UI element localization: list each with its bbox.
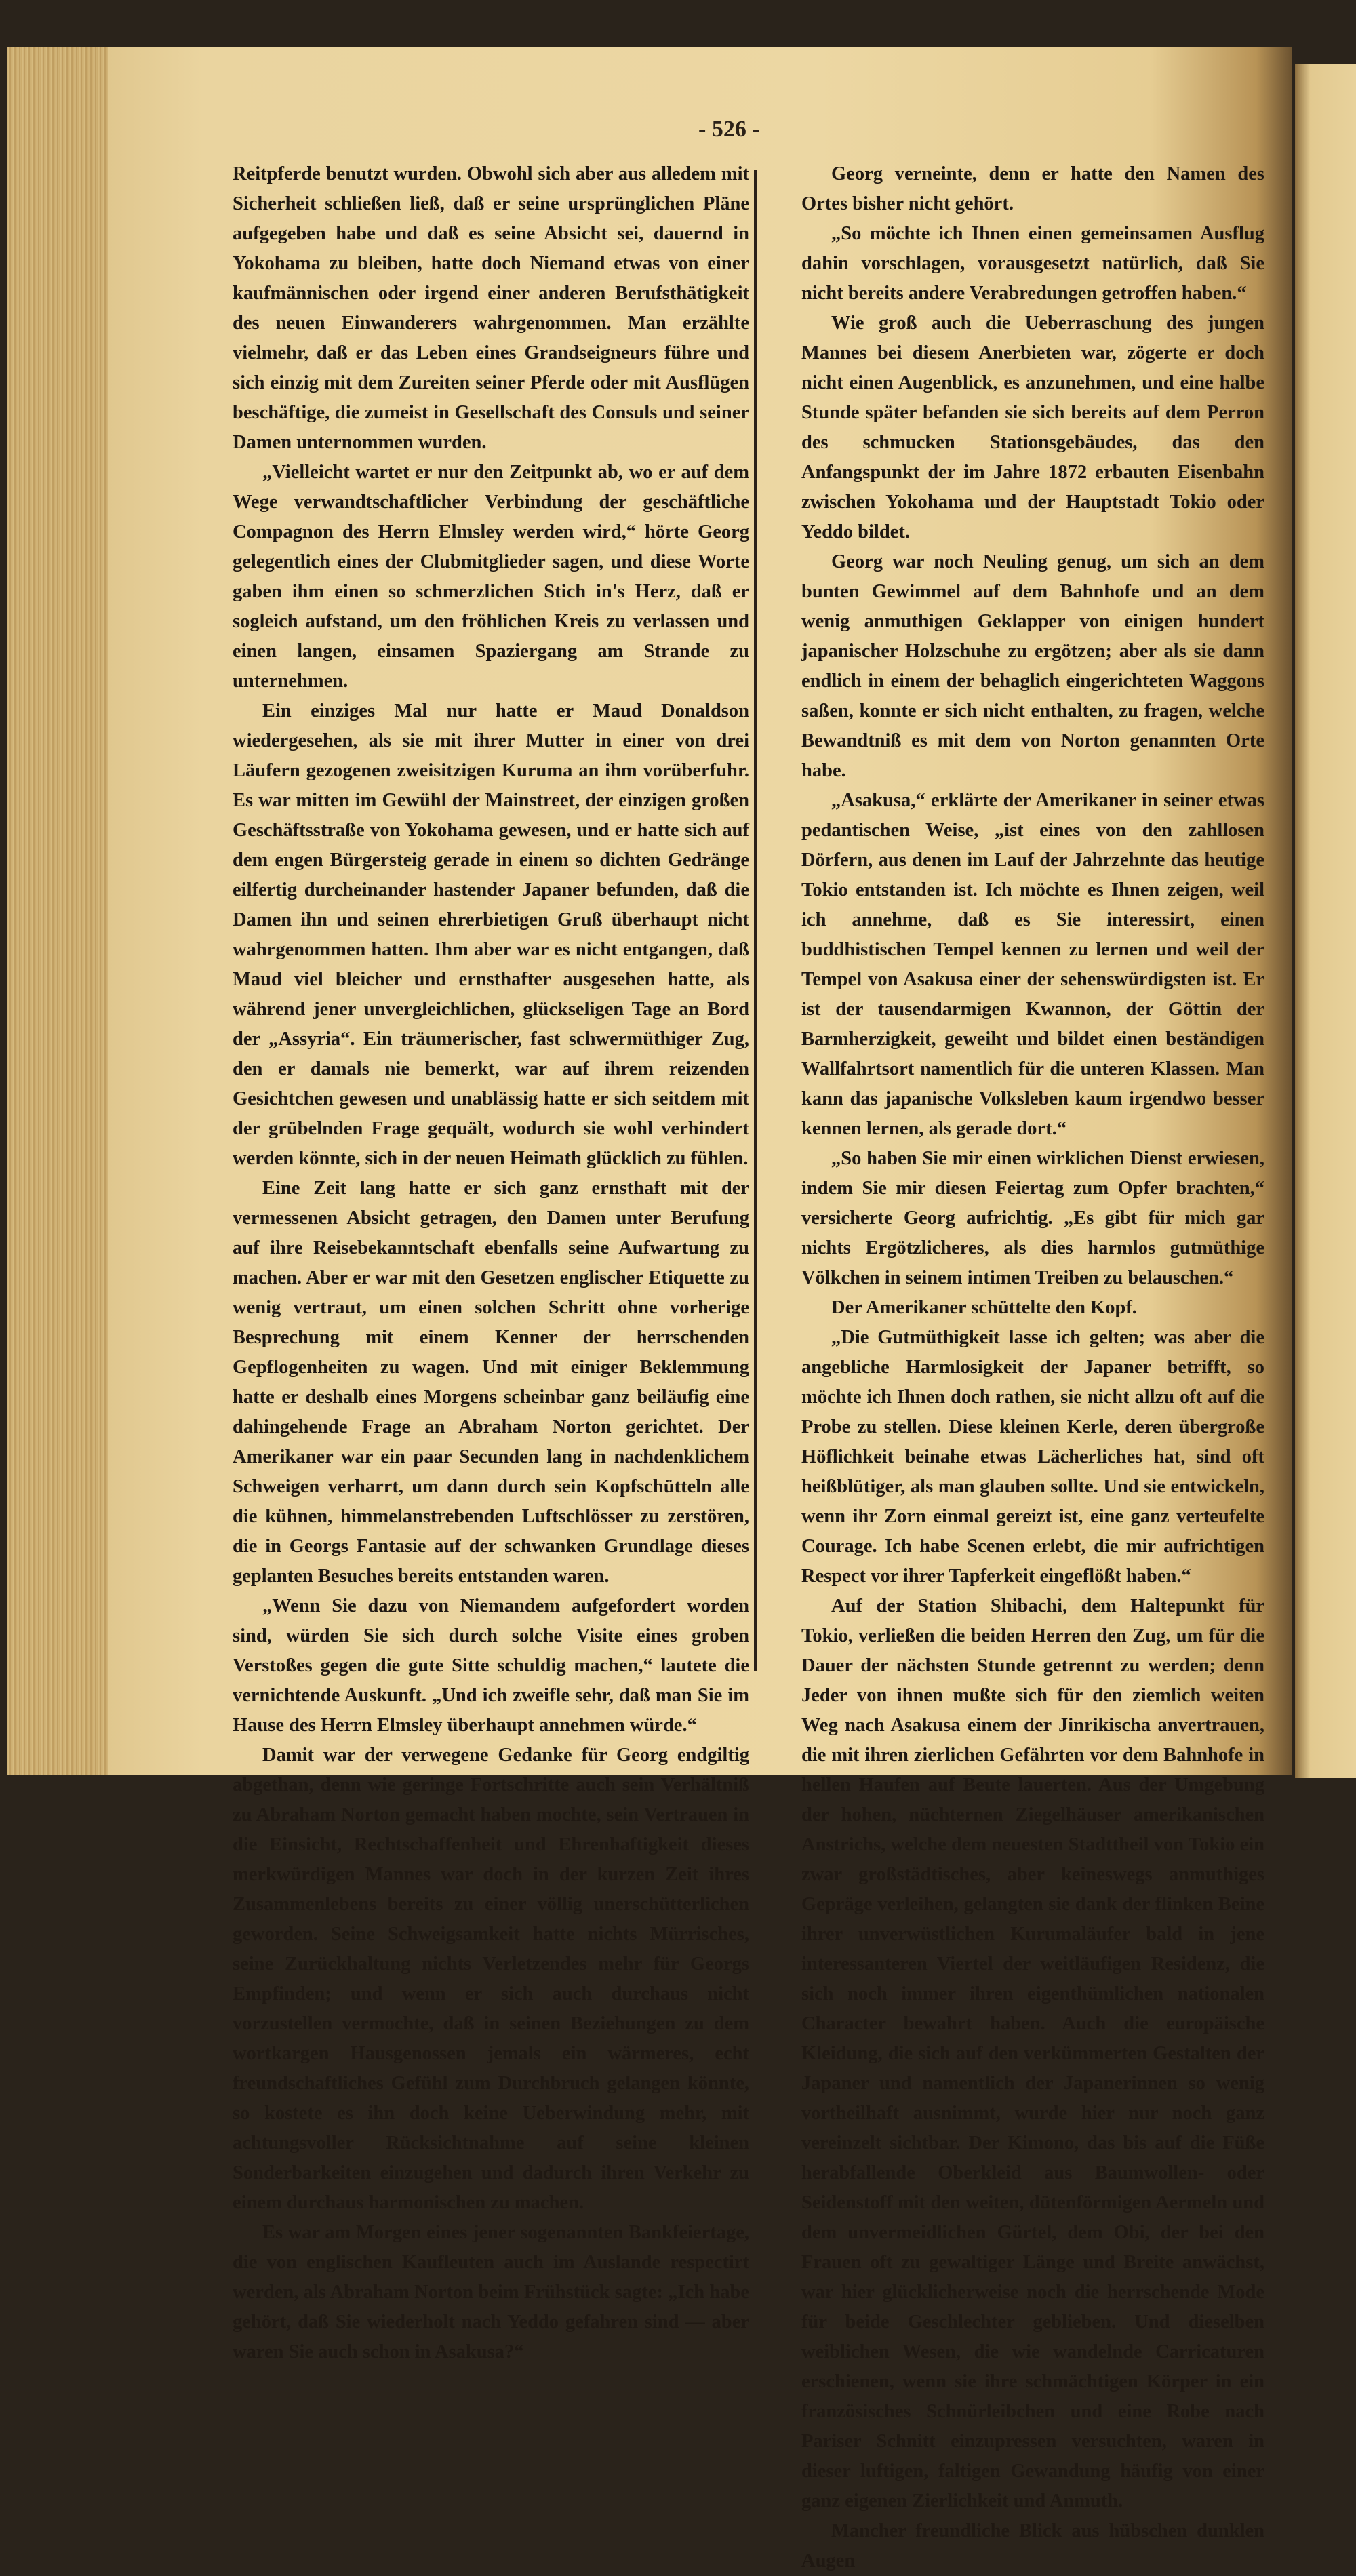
paragraph: Reitpferde benutzt wurden. Obwohl sich aber aus alledem mit Sicherheit schließen ließ, daß er seine ursprünglichen Pläne aufgegeben habe und daß es seine Absicht sei, dauernd in Yokohama zu bleiben, hatte doch Niemand etwas von einer kaufmännischen oder irgend einer anderen Berufsthätigkeit des neuen Einwanderers wahrgenommen. Man erzählte vielmehr, daß er das Leben eines Grandseigneurs führe und sich einzig mit dem Zureiten seiner Pferde oder mit Ausflügen beschäftige, die zumeist in Gesellschaft des Consuls und seiner Damen unternommen wurden. [233,163,749,453]
paragraph: Georg verneinte, denn er hatte den Namen des Ortes bisher nicht gehört. [801,163,1264,214]
paragraph: „Asakusa,“ erklärte der Amerikaner in seiner etwas pedantischen Weise, „ist eines von den zahllosen Dörfern, aus denen im Lauf der Jahrzehnte das heutige Tokio entstanden ist. Ich möchte es Ihnen zeigen, weil ich annehme, daß es Sie interessirt, einen buddhistischen Tempel kennen zu lernen und weil der Tempel von Asakusa einer der sehenswürdigsten ist. Er ist der tausendarmigen Kwannon, der Göttin der Barmherzigkeit, geweiht und bildet einen beständigen Wallfahrtsort namentlich für die unteren Klassen. Man kann das japanische Volksleben kaum irgendwo besser kennen lernen, als gerade dort.“ [801,790,1264,1139]
facing-page-edge [1295,64,1356,1778]
right-column [801,159,1264,2576]
page-number: - 526 - [698,117,760,142]
paragraph: „Die Gutmüthigkeit lasse ich gelten; was aber die angebliche Harmlosigkeit der Japaner betrifft, so möchte ich Ihnen doch rathen, sie nicht allzu oft auf die Probe zu stellen. Diese kleinen Kerle, deren übergroße Höflichkeit beinahe etwas Lächerliches hat, sind oft heißblütiger, als man glauben sollte. Und sie entwickeln, wenn ihr Zorn einmal gereizt ist, eine ganz verteufelte Courage. Ich habe Scenen erlebt, die mir aufrichtigen Respect vor ihrer Tapferkeit eingeflößt haben.“ [801,1327,1264,1587]
paragraph: „So haben Sie mir einen wirklichen Dienst erwiesen, indem Sie mir diesen Feiertag zum Opfer brachten,“ versicherte Georg aufrichtig. „Es gibt für mich gar nichts Ergötzlicheres, als dies harmlos gutmüthige Völkchen in seinem intimen Treiben zu belauschen.“ [801,1148,1264,1288]
paragraph: Damit war der verwegene Gedanke für Georg endgiltig abgethan, denn wie geringe Fortschritte auch sein Verhältniß zu Abraham Norton gemacht haben mochte, sein Vertrauen in die Einsicht, Rechtschaffenheit und Ehrenhaftigkeit dieses merkwürdigen Mannes war doch in der kurzen Zeit ihres Zusammenlebens bereits zu einer völlig unerschütterlichen geworden. Seine Schweigsamkeit hatte nichts Mürrisches, seine Zurückhaltung nichts Verletzendes mehr für Georgs Empfinden; und wenn er sich auch durchaus nicht vorzustellen vermochte, daß in seinen Beziehungen zu dem wortkargen Hausgenossen jemals ein wärmeres, echt freundschaftliches Gefühl zum Durchbruch gelangen könnte, so kostete es ihn doch keine Ueberwindung mehr, mit achtungsvoller Rücksichtnahme auf seine kleinen Sonderbarkeiten einzugehen und dadurch ihren Verkehr zu einem durchaus harmonischen zu machen. [233,1745,749,2213]
column-divider [754,170,757,1671]
paragraph: Auf der Station Shibachi, dem Haltepunkt für Tokio, verließen die beiden Herren den Zug, um für die Dauer der nächsten Stunde getrennt zu werden; denn Jeder von ihnen mußte sich für den ziemlich weiten Weg nach Asakusa einem der Jinrikischa anvertrauen, die mit ihren zierlichen Gefährten vor dem Bahnhofe in hellen Haufen auf Beute lauerten. Aus der Umgebung der hohen, nüchternen Ziegelhäuser amerikanischen Anstrichs, welche dem neuesten Stadttheil von Tokio ein zwar großstädtisches, aber keineswegs anmuthiges Gepräge verleihen, gelangten sie dank der flinken Beine ihrer unverwüstlichen Kurumaläufer bald in jene interessanteren Viertel der weitläufigen Residenz, die sich noch immer ihren eigenthümlichen nationalen Character bewahrt haben. Auch die europäische Kleidung, die sich auf den verkümmerten Gestalten der Japaner und namentlich der Japanerinnen so wenig vortheilhaft ausnimmt, wurde hier nur noch ganz vereinzelt sichtbar. Der Kimono, das bis auf die Füße herabfallende Oberkleid aus Baumwollen- oder Seidenstoff mit den weiten, dütenförmigen Aermeln und dem unvermeidlichen Gürtel, dem Obi, der bei den Frauen oft zu gewaltiger Länge und Breite anwächst, war hier glücklicherweise noch die herrschende Mode für beide Geschlechter geblieben. Und dieselben weiblichen Wesen, die wie wandelnde Carricaturen erschienen, wenn sie ihre schmächtigen Körper in ein französisches Schnürleibchen und eine Robe nach Pariser Schnitt einzupressen versuchten, waren in dieser luftigen, faltigen Gewandung häufig von einer ganz eigenen Zierlichkeit und Anmuth. [801,1596,1264,2512]
paragraph: Der Amerikaner schüttelte den Kopf. [831,1297,1137,1318]
paragraph: Eine Zeit lang hatte er sich ganz ernsthaft mit der vermessenen Absicht getragen, den Damen unter Berufung auf ihre Reisebekanntschaft ebenfalls seine Aufwartung zu machen. Aber er war mit den Gesetzen englischer Etiquette zu wenig vertraut, um einen solchen Schritt ohne vorherige Besprechung mit einem Kenner der herrschenden Gepflogenheiten zu wagen. Und mit einiger Beklemmung hatte er deshalb eines Morgens scheinbar ganz beiläufig eine dahingehende Frage an Abraham Norton gerichtet. Der Amerikaner war ein paar Secunden lang in nachdenklichem Schweigen verharrt, um dann durch sein Kopfschütteln alle die kühnen, himmelanstrebenden Luftschlösser zu zerstören, die in Georgs Fantasie auf der schwanken Grundlage dieses geplanten Besuches bereits entstanden waren. [233,1178,749,1587]
paragraph: „Vielleicht wartet er nur den Zeitpunkt ab, wo er auf dem Wege verwandtschaftlicher Verbindung der geschäftliche Compagnon des Herrn Elmsley werden wird,“ hörte Georg gelegentlich eines der Clubmitglieder sagen, und diese Worte gaben ihm einen so schmerzlichen Stich in's Herz, daß er sogleich aufstand, um den fröhlichen Kreis zu verlassen und einen langen, einsamen Spaziergang am Strande zu unternehmen. [233,462,749,692]
left-column [233,159,749,2367]
paragraph: „So möchte ich Ihnen einen gemeinsamen Ausflug dahin vorschlagen, vorausgesetzt natürlich, daß Sie nicht bereits andere Verabredungen getroffen haben.“ [801,223,1264,304]
paragraph: Georg war noch Neuling genug, um sich an dem bunten Gewimmel auf dem Bahnhofe und an dem wenig anmuthigen Geklapper von einigen hundert japanischer Holzschuhe zu ergötzen; aber als sie dann endlich in einem der behaglich eingerichteten Waggons saßen, konnte er sich nicht enthalten, zu fragen, welche Bewandtniß es mit dem von Norton genannten Orte habe. [801,551,1264,781]
paragraph: Wie groß auch die Ueberraschung des jungen Mannes bei diesem Anerbieten war, zögerte er doch nicht einen Augenblick, es anzunehmen, und eine halbe Stunde später befanden sie sich bereits auf dem Perron des schmucken Stationsgebäudes, das den Anfangspunkt der im Jahre 1872 erbauten Eisenbahn zwischen Yokohama und der Hauptstadt Tokio oder Yeddo bildet. [801,313,1264,542]
paragraph: Ein einziges Mal nur hatte er Maud Donaldson wiedergesehen, als sie mit ihrer Mutter in einer von drei Läufern gezogenen zweisitzigen Kuruma an ihm vorüberfuhr. Es war mitten im Gewühl der Mainstreet, der einzigen großen Geschäftsstraße von Yokohama gewesen, und er hatte sich auf dem engen Bürgersteig gerade in einem so dichten Gedränge eilfertig durcheinander hastender Japaner befunden, daß die Damen ihn und seinen ehrerbietigen Gruß überhaupt nicht wahrgenommen hatten. Ihm aber war es nicht entgangen, daß Maud viel bleicher und ernsthafter ausgesehen hatte, als während jener unvergleichlichen, glückseligen Tage an Bord der „Assyria“. Ein träumerischer, fast schwermüthiger Zug, den er damals nie bemerkt, war auf ihrem reizenden Gesichtchen gewesen und unablässig hatte er sich seitdem mit der grübelnden Frage gequält, wodurch sie wohl verhindert werden könnte, sich in der neuen Heimath glücklich zu fühlen. [233,700,749,1169]
paragraph: „Wenn Sie dazu von Niemandem aufgefordert worden sind, würden Sie sich durch solche Visite eines groben Verstoßes gegen die gute Sitte schuldig machen,“ lautete die vernichtende Auskunft. „Und ich zweifle sehr, daß man Sie im Hause des Herrn Elmsley überhaupt annehmen würde.“ [233,1596,749,1736]
paragraph: Mancher freundliche Blick aus hübschen dunklen Augen [801,2520,1264,2571]
paragraph: Es war am Morgen eines jener sogenannten Bankfeiertage, die von englischen Kaufleuten auch im Auslande respectirt werden, als Abraham Norton beim Frühstück sagte: „Ich habe gehört, daß Sie wiederholt nach Yeddo gefahren sind — aber waren Sie auch schon in Asakusa?“ [233,2222,749,2362]
